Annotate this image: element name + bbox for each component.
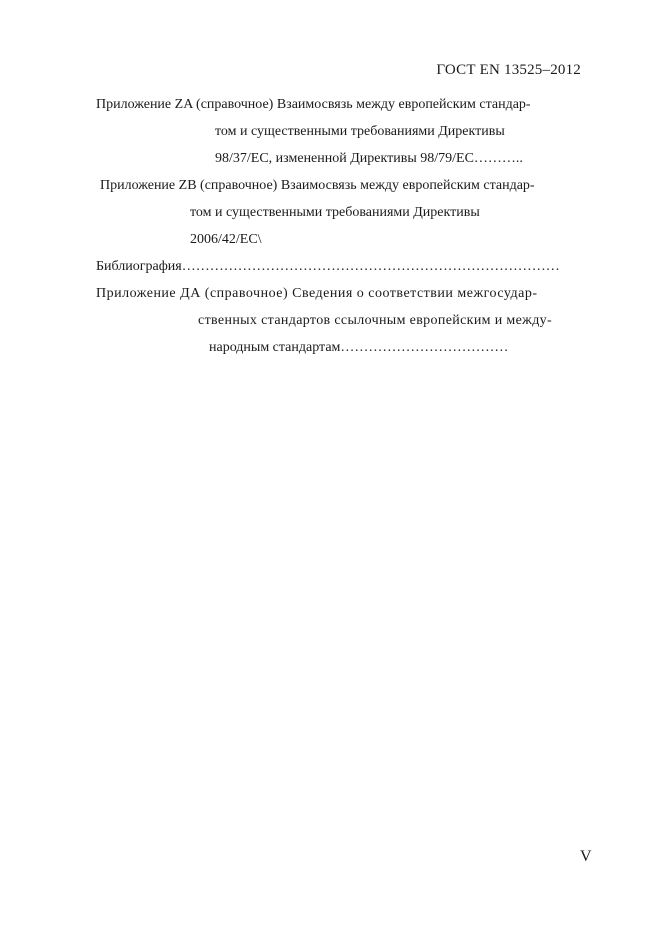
toc-entry-zb-line-2: том и существенными требованиями Директивы xyxy=(190,205,480,220)
toc-entry-zb-line-3: 2006/42/EC\ xyxy=(190,232,262,247)
toc-entry-bibliography: Библиография……………………………………………………………………… xyxy=(96,259,560,274)
toc-entry-za-line-2: том и существенными требованиями Директивы xyxy=(215,124,505,139)
page-number: V xyxy=(580,848,592,865)
toc-entry-da-line-1-text: Приложение ДА (справочное) Сведения о соответствии межгосудар- xyxy=(96,286,538,301)
toc-entry-da-line-2: ственных стандартов ссылочным европейским и между- xyxy=(198,313,553,328)
toc-entry-zb-line-1: Приложение ZB (справочное) Взаимосвязь между европейским стандар- xyxy=(100,178,535,193)
document-code-header: ГОСТ EN 13525–2012 xyxy=(436,62,581,78)
toc-entry-da-line-1 xyxy=(96,285,586,303)
toc-entry-da-line-3: народным стандартам……………………………… xyxy=(209,340,509,355)
toc-entry-za-line-3: 98/37/EC, измененной Директивы 98/79/EC……….. xyxy=(215,151,523,166)
toc-entry-za-line-1: Приложение ZA (справочное) Взаимосвязь между европейским стандар- xyxy=(96,97,531,112)
